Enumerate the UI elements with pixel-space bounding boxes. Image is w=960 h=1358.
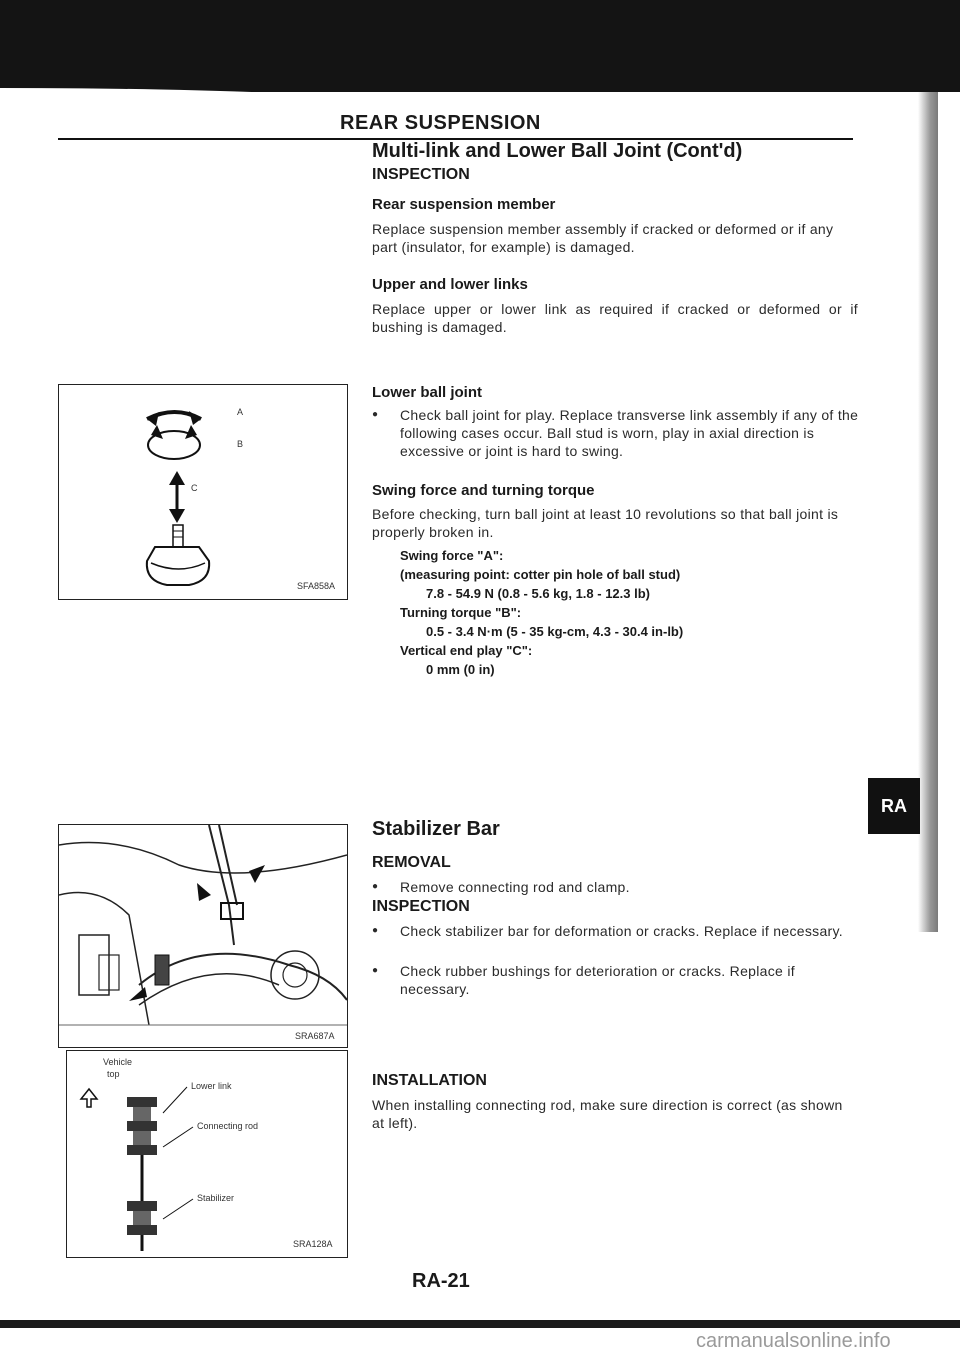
side-tab-ra: RA: [868, 778, 920, 834]
inspection-bullet-2: ● Check rubber bushings for deterioration or cracks. Replace if necessary.: [372, 962, 860, 998]
figure-code: SFA858A: [297, 581, 336, 591]
label-b: B: [237, 439, 244, 449]
spec-endplay-value: 0 mm (0 in): [426, 662, 495, 677]
figure-code-3: SRA128A: [293, 1239, 333, 1249]
spec-torque-label: Turning torque "B":: [400, 605, 522, 620]
swing-text: Before checking, turn ball joint at least 10 revolutions so that ball joint is properly broken in.: [372, 506, 839, 540]
rear-member-heading: Rear suspension member: [372, 196, 556, 213]
stabilizer-inspection-heading: INSPECTION: [372, 898, 470, 915]
ball-joint-illustration: [59, 385, 347, 599]
ball-joint-heading: Lower ball joint: [372, 384, 483, 401]
figure-code-2: SRA687A: [295, 1031, 335, 1041]
links-heading: Upper and lower links: [372, 276, 528, 293]
removal-bullet: ● Remove connecting rod and clamp.: [372, 878, 860, 896]
label-vehicle: Vehicle: [103, 1057, 133, 1067]
label-connecting-rod: Connecting rod: [197, 1121, 259, 1131]
removal-heading: REMOVAL: [372, 854, 451, 871]
spec-torque-value: 0.5 - 3.4 N·m (5 - 35 kg-cm, 4.3 - 30.4 in-lb): [426, 624, 684, 639]
swing-heading: Swing force and turning torque: [372, 482, 595, 499]
label-top: top: [107, 1069, 120, 1079]
stabilizer-heading: Stabilizer Bar: [372, 818, 500, 840]
label-lower-link: Lower link: [191, 1081, 232, 1091]
page-number: RA-21: [412, 1270, 470, 1292]
connecting-rod-figure: [66, 1050, 348, 1258]
spec-swing-sub: (measuring point: cotter pin hole of ball stud): [400, 567, 681, 582]
stabilizer-illustration: [59, 825, 347, 1047]
ball-joint-figure: [58, 384, 348, 600]
top-scan-band: [0, 0, 960, 92]
label-a: A: [237, 407, 244, 417]
installation-text: When installing connecting rod, make sure direction is correct (as shown at left).: [372, 1097, 843, 1131]
inspection-heading: INSPECTION: [372, 166, 470, 183]
label-stabilizer: Stabilizer: [197, 1193, 235, 1203]
spec-endplay-label: Vertical end play "C":: [400, 643, 533, 658]
rear-member-text: Replace suspension member assembly if cracked or deformed or if any part (insulator, for example) is damaged.: [372, 221, 834, 255]
spec-swing-value: 7.8 - 54.9 N (0.8 - 5.6 kg, 1.8 - 12.3 lb): [426, 586, 650, 601]
stabilizer-figure: [58, 824, 348, 1048]
installation-heading: INSTALLATION: [372, 1072, 487, 1089]
ball-joint-bullet: ● Check ball joint for play. Replace transverse link assembly if any of the following cases occur. Ball stud is worn, play in axial direction is excessive or joint is hard to swing.: [372, 406, 860, 460]
right-scan-edge: [918, 92, 938, 932]
section-title: REAR SUSPENSION: [340, 112, 541, 134]
watermark: carmanualsonline.info: [696, 1330, 891, 1352]
inspection-bullet-1: ● Check stabilizer bar for deformation or cracks. Replace if necessary.: [372, 922, 860, 940]
page-subtitle: Multi-link and Lower Ball Joint (Cont'd): [372, 140, 743, 162]
links-text: Replace upper or lower link as required if cracked or deformed or if bushing is damaged.: [372, 301, 858, 335]
bottom-rule: [0, 1320, 960, 1328]
spec-swing-label: Swing force "A":: [400, 548, 504, 563]
label-c: C: [191, 483, 198, 493]
